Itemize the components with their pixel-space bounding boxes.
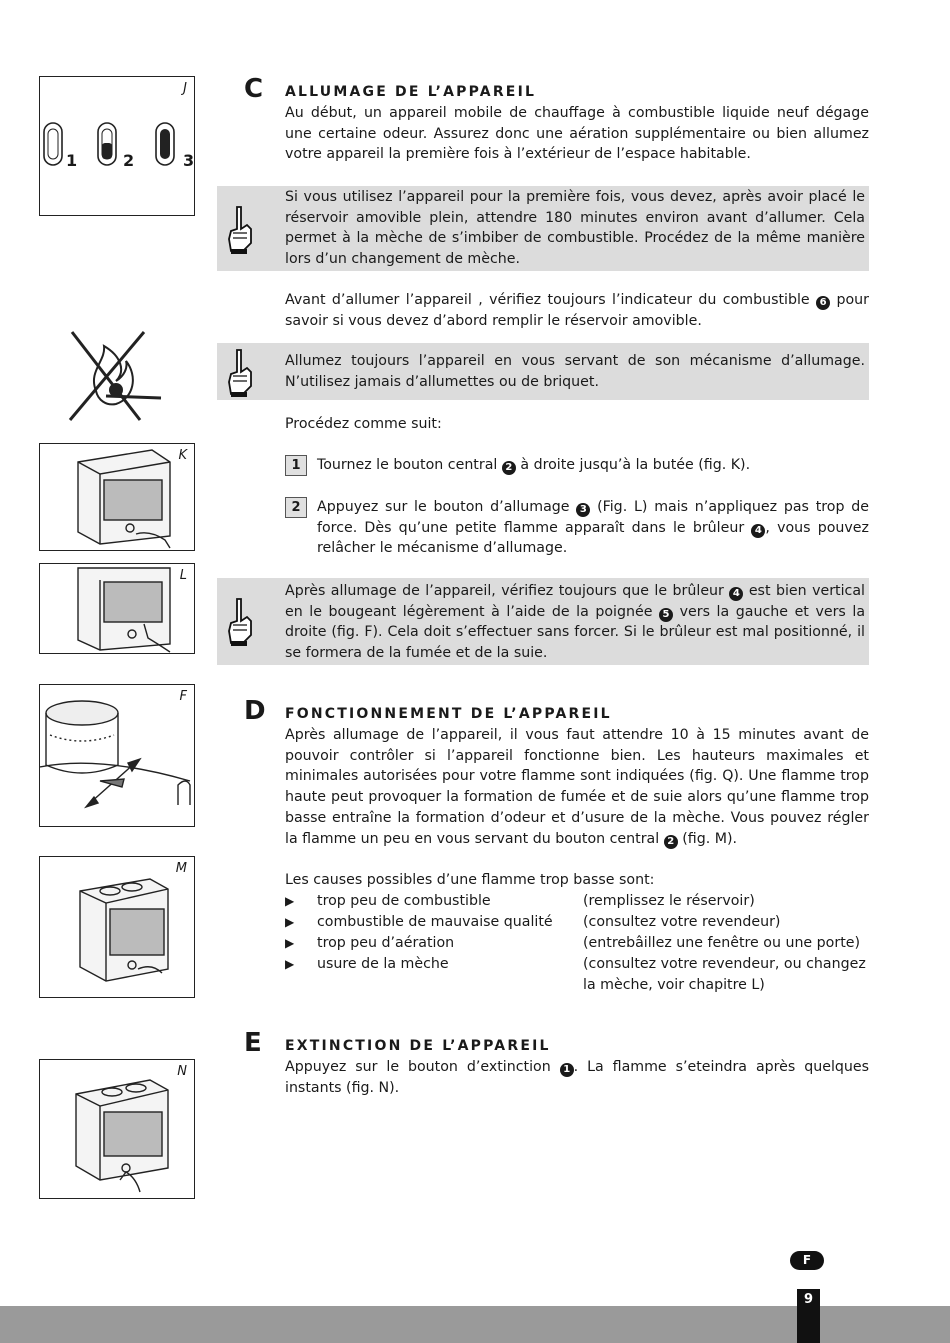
gauge-level-2: 2 bbox=[123, 151, 135, 170]
cause-row bbox=[285, 912, 869, 933]
note-burner-text-b: est bien vertical en le bougeant légèrement à l’aide de la poignée bbox=[285, 583, 865, 620]
cause-row bbox=[285, 933, 869, 954]
section-d-text-b: (fig. M). bbox=[682, 830, 738, 847]
note-first-use-text: Si vous utilisez l’appareil pour la première fois, vous devez, après avoir placé le réservoir amovible plein, attendre 180 minutes environ avant d’allumer. Cela permet à la mèche de s’imbiber de combustible. Procédez de la même manière lors d’un changement de mèche. bbox=[285, 189, 865, 268]
cause-remedy: (remplissez le réservoir) bbox=[583, 893, 755, 909]
fuel-check-text-b: pour savoir si vous devez d’abord remplir le réservoir amovible. bbox=[285, 292, 870, 329]
ref-6-badge: 6 bbox=[816, 296, 830, 310]
pointing-hand-icon bbox=[225, 346, 253, 398]
bullet-arrow-icon: ▶ bbox=[285, 894, 295, 908]
proceed-label: Procédez comme suit: bbox=[285, 416, 442, 432]
step-1-text-a: Tournez le bouton central bbox=[317, 457, 498, 473]
cause-name: usure de la mèche bbox=[317, 956, 449, 972]
section-e-text-a: Appuyez sur le bouton d’extinction bbox=[285, 1059, 551, 1075]
figure-n bbox=[39, 1059, 195, 1199]
section-e-letter: E bbox=[244, 1028, 262, 1058]
burner-handle-illustration bbox=[40, 685, 194, 826]
cause-remedy: (entrebâillez une fenêtre ou une porte) bbox=[583, 935, 861, 951]
section-d-text-a: Après allumage de l’appareil, il vous faut attendre 10 à 15 minutes avant de pouvoir contrôler si l’appareil fonctionne bien. Les hauteurs maximales et minimales autorisées pour votre flamme sont indiquées (fig. Q). Une flamme trop haute peut provoquer la formation de fumée et de suie alors qu’une flamme trop basse entraîne la formation d’odeur et d’usure de la mèche. Vous pouvez régler la flamme un peu en vous servant du bouton central bbox=[285, 727, 869, 847]
note-burner-text-c: vers la gauche et vers la droite (fig. F). Cela doit s’effectuer sans forcer. Si le brûleur est mal positionné, il se formera de la fumée et de la suie. bbox=[285, 603, 866, 662]
step-2-text bbox=[317, 497, 869, 559]
section-e-title: EXTINCTION DE L’APPAREIL bbox=[285, 1038, 551, 1054]
note-burner-check-text bbox=[285, 581, 865, 664]
cause-name: trop peu d’aération bbox=[317, 935, 455, 951]
fuel-gauge-illustration bbox=[40, 77, 194, 215]
heater-knob-illustration bbox=[40, 444, 194, 550]
note-ignition bbox=[217, 343, 869, 400]
figure-n-label: N bbox=[177, 1064, 187, 1079]
cause-name: trop peu de combustible bbox=[317, 893, 491, 909]
fuel-check-text-a: Avant d’allumer l’appareil , vérifiez toujours l’indicateur du combustible bbox=[285, 292, 810, 308]
figure-l-label: L bbox=[179, 568, 187, 583]
cause-name: combustible de mauvaise qualité bbox=[317, 914, 553, 930]
section-d-letter: D bbox=[244, 696, 266, 726]
step-2-text-b: (Fig. L) mais n’appliquez pas trop de force. Dès qu’une petite flamme apparaît dans le brûleur bbox=[317, 499, 869, 536]
cause-remedy: (consultez votre revendeur) bbox=[583, 914, 781, 930]
section-e-text-b: . La flamme s’eteindra après quelques instants (fig. N). bbox=[285, 1059, 870, 1096]
note-first-use bbox=[217, 186, 869, 271]
gauge-level-3: 3 bbox=[183, 151, 195, 170]
step-1-number: 1 bbox=[285, 455, 307, 476]
page-number: 9 bbox=[797, 1289, 820, 1343]
step-2 bbox=[285, 497, 869, 561]
figure-m bbox=[39, 856, 195, 998]
figure-j-label: J bbox=[183, 81, 187, 96]
figure-f-label: F bbox=[179, 689, 187, 704]
fuel-check-paragraph bbox=[285, 290, 869, 331]
bullet-arrow-icon: ▶ bbox=[285, 915, 295, 929]
step-1-text-b: à droite jusqu’à la butée (fig. K). bbox=[520, 457, 751, 473]
ref-3-badge: 3 bbox=[576, 503, 590, 517]
step-1-text bbox=[317, 455, 869, 476]
note-burner-check bbox=[217, 578, 869, 665]
cause-remedy: (consultez votre revendeur, ou changez la mèche, voir chapitre L) bbox=[583, 956, 866, 993]
pointing-hand-icon bbox=[225, 595, 253, 647]
section-d-paragraph bbox=[285, 725, 869, 849]
figure-j bbox=[39, 76, 195, 216]
section-e-paragraph bbox=[285, 1057, 869, 1098]
step-2-number: 2 bbox=[285, 497, 307, 518]
heater-off-illustration bbox=[40, 1060, 194, 1198]
figure-m-label: M bbox=[175, 861, 187, 876]
step-1 bbox=[285, 455, 869, 479]
no-matches-icon bbox=[66, 326, 166, 426]
note-ignition-text: Allumez toujours l’appareil en vous servant de son mécanisme d’allumage. N’utilisez jamais d’allumettes ou de briquet. bbox=[285, 353, 865, 390]
bullet-arrow-icon: ▶ bbox=[285, 936, 295, 950]
ref-2-badge: 2 bbox=[502, 461, 516, 475]
heater-ignition-illustration bbox=[40, 564, 194, 653]
figure-f bbox=[39, 684, 195, 827]
language-badge: F bbox=[790, 1251, 824, 1270]
note-burner-text-a: Après allumage de l’appareil, vérifiez toujours que le brûleur bbox=[285, 583, 724, 599]
section-c-intro: Au début, un appareil mobile de chauffage à combustible liquide neuf dégage une certaine odeur. Assurez donc une aération supplémentaire ou bien allumez votre appareil la première fois à l’extérieur de l’espace habitable. bbox=[285, 105, 869, 163]
cause-row bbox=[285, 891, 869, 912]
pointing-hand-icon bbox=[225, 203, 253, 255]
ref-5-badge: 5 bbox=[659, 608, 673, 622]
gauge-level-1: 1 bbox=[66, 151, 78, 170]
ref-4-badge: 4 bbox=[751, 524, 765, 538]
figure-l bbox=[39, 563, 195, 654]
ref-1-badge: 1 bbox=[560, 1063, 574, 1077]
section-c-letter: C bbox=[244, 74, 264, 104]
ref-4-badge: 4 bbox=[729, 587, 743, 601]
figure-k-label: K bbox=[178, 448, 187, 463]
bullet-arrow-icon: ▶ bbox=[285, 957, 295, 971]
step-2-text-c: , vous pouvez relâcher le mécanisme d’allumage. bbox=[317, 519, 869, 557]
section-c-title: ALLUMAGE DE L’APPAREIL bbox=[285, 84, 537, 100]
ref-2-badge: 2 bbox=[664, 835, 678, 849]
cause-row bbox=[285, 954, 869, 996]
step-2-text-a: Appuyez sur le bouton d’allumage bbox=[317, 499, 570, 515]
section-d-title: FONCTIONNEMENT DE L’APPAREIL bbox=[285, 706, 612, 722]
heater-adjust-illustration bbox=[40, 857, 194, 997]
figure-k bbox=[39, 443, 195, 551]
causes-intro: Les causes possibles d’une flamme trop basse sont: bbox=[285, 872, 655, 888]
